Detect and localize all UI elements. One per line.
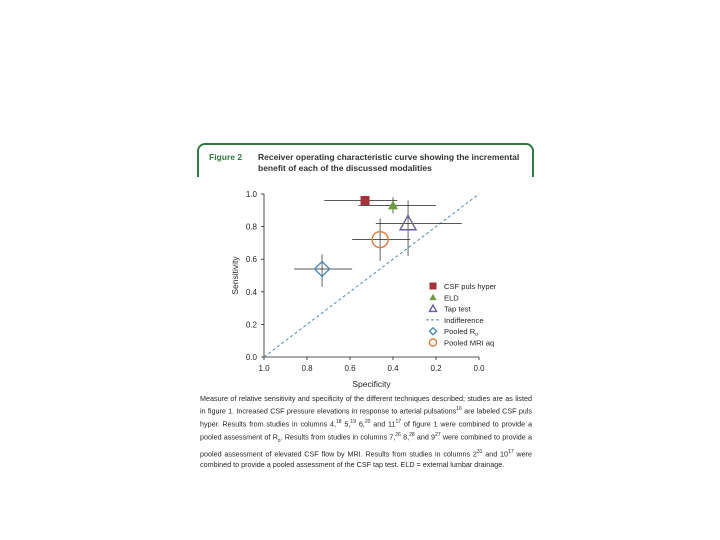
legend-pooled-ro-symbol xyxy=(430,328,437,335)
legend-label-main: Pooled R xyxy=(444,327,476,337)
caption-segment: 31 xyxy=(476,448,483,455)
x-tick-label: 0.8 xyxy=(301,364,313,373)
caption-segment: o xyxy=(277,437,281,444)
x-tick-label: 0.2 xyxy=(430,364,442,373)
legend-eld-label: ELD xyxy=(444,293,459,303)
legend-pooled-mri-aq-label: Pooled MRI aq xyxy=(444,338,495,348)
y-axis-label: Sensitivity xyxy=(230,256,240,295)
chart-legend xyxy=(426,282,497,348)
caption-segment: are labeled CSF puls hyper. Results from studies in columns 4, xyxy=(200,406,532,429)
caption-segment: 26 xyxy=(395,431,401,438)
y-tick-label: 0.6 xyxy=(245,255,257,265)
x-tick-label: 0.0 xyxy=(473,364,485,373)
caption-segment: were combined to provide a pooled assessment of elevated CSF flow by MRI. Results from studies in columns 2 xyxy=(200,432,533,459)
x-axis-label: Specificity xyxy=(352,379,391,389)
caption-segment: 18 xyxy=(336,418,342,425)
caption-segment: . Results from studies in columns 7, xyxy=(280,432,396,442)
data-points xyxy=(294,196,462,287)
y-tick-label: 0.8 xyxy=(245,222,257,232)
legend-tap-test-label: Tap test xyxy=(444,304,471,314)
figure-caption xyxy=(200,393,532,471)
figure-label: Figure 2 xyxy=(209,152,243,162)
legend-pooled-ro-label xyxy=(444,327,478,338)
caption-segment: 27 xyxy=(435,431,441,438)
legend-eld-symbol xyxy=(430,294,437,300)
eld-point xyxy=(388,200,398,209)
caption-segment: 20 xyxy=(364,418,371,425)
caption-segment: 8, xyxy=(400,432,410,442)
y-tick-label: 0.2 xyxy=(245,320,257,330)
y-tick-label: 0.4 xyxy=(245,287,257,297)
x-tick-label: 0.6 xyxy=(344,364,356,373)
legend-csf-puls-hyper-label: CSF puls hyper xyxy=(444,282,497,291)
y-tick-label: 0.0 xyxy=(245,353,257,362)
x-tick-label: 0.4 xyxy=(387,364,399,373)
legend-pooled-mri-aq-symbol xyxy=(430,339,437,346)
x-tick-label: 1.0 xyxy=(258,364,270,373)
caption-segment: 16 xyxy=(456,406,462,413)
caption-segment: 6, xyxy=(355,419,365,429)
legend-label-subscript: o xyxy=(475,332,479,339)
caption-segment: 5, xyxy=(341,419,351,429)
caption-segment: 28 xyxy=(409,431,415,438)
legend-tap-test-symbol xyxy=(430,305,437,311)
caption-segment: of figure 1 were combined to provide a pooled assessment of R xyxy=(200,419,532,442)
y-tick-label: 1.0 xyxy=(245,190,257,199)
caption-segment: were combined to provide a pooled assessment of the CSF tap test. ELD = external lumbar drainage. xyxy=(200,449,533,470)
caption-segment: and 9 xyxy=(414,432,436,442)
csf-puls-hyper-point xyxy=(361,196,370,205)
figure-title: Receiver operating characteristic curve showing the incremental benefit of each of the discussed modalities xyxy=(258,152,520,173)
caption-segment: 17 xyxy=(508,448,514,455)
legend-indifference-label: Indifference xyxy=(444,315,484,325)
caption-segment: 19 xyxy=(350,418,356,425)
caption-segment: Measure of relative sensitivity and specificity of the different techniques described; studies are as listed in figure 1. Increased CSF pressure elevations in response to arterial pulsations xyxy=(200,394,532,416)
legend-csf-puls-hyper-symbol xyxy=(430,283,437,290)
caption-segment: and 10 xyxy=(482,449,509,459)
caption-segment: 17 xyxy=(395,418,402,425)
caption-segment: and 11 xyxy=(370,419,396,429)
